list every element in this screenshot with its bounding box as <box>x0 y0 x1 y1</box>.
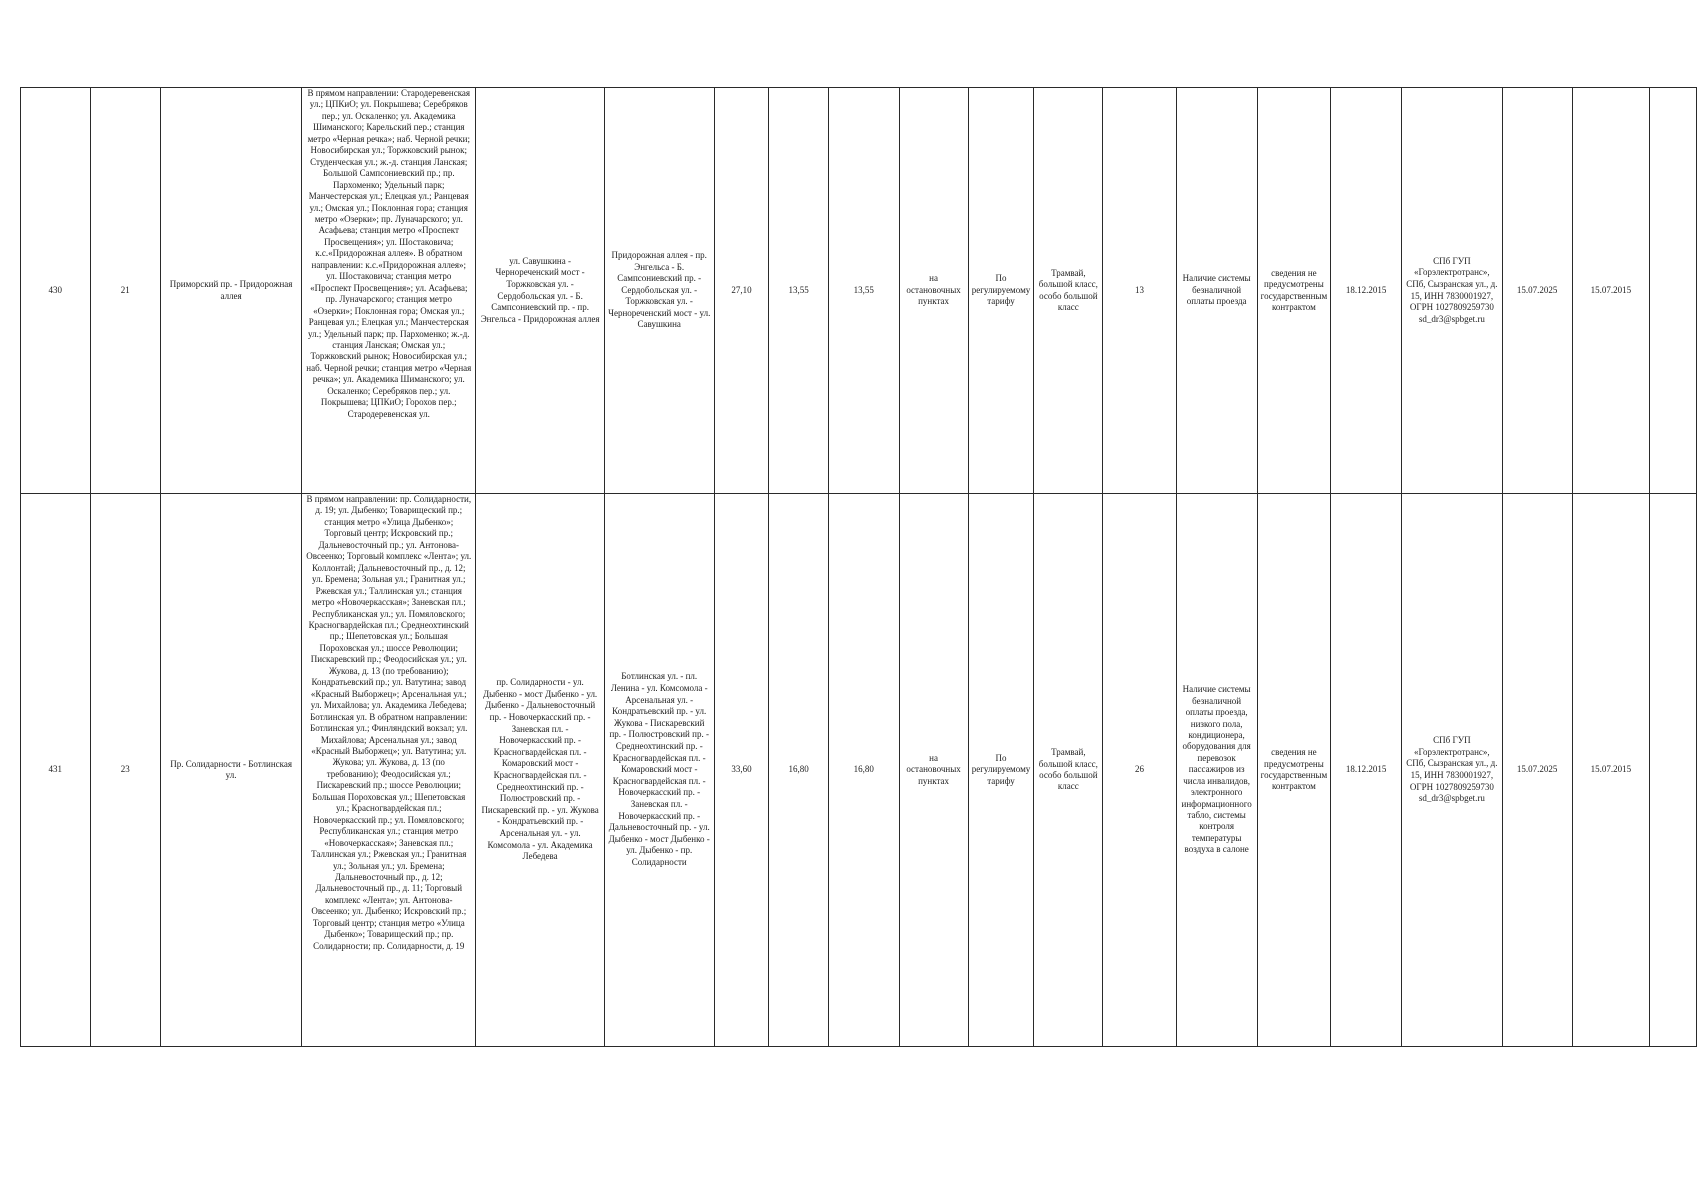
vehicle-count-cell: 26 <box>1103 494 1176 1047</box>
extra-cell <box>1650 494 1697 1047</box>
date-a-cell: 15.07.2025 <box>1502 88 1572 494</box>
length-backward-cell: 16,80 <box>829 494 900 1047</box>
tariff-cell: По регулируемому тарифу <box>968 494 1034 1047</box>
stops-cell: В прямом направлении: пр. Солидарности, д. 19; ул. Дыбенко; Товарищеский пр.; станция метро «Улица Дыбенко»; Торговый центр; Искровский пр.; Дальневосточный пр.; ул. Антонова-Овсеенко; Торговый комплекс «Лента»; ул. Коллонтай; Дальневосточный пр., д. 12; ул. Бремена; Зольная ул.; Гранитная ул.; Ржевская ул.; Таллинская ул.; станция метро «Новочеркасская»; Заневская пл.; Республиканская ул.; ул. Помяловского; Красногвардейская пл.; Среднеохтинский пр.; Шепетовская ул.; Большая Пороховская ул.; шоссе Революции; Пискаревский пр.; Феодосийская ул.; ул. Жукова, д. 13 (по требованию); Кондратьевский пр.; ул. Ватутина; завод «Красный Выборжец»; Арсенальная ул.; ул. Михайлова; ул. Академика Лебедева; Ботлинская ул. В обратном направлении: Ботлинская ул.; Финляндский вокзал; ул. Михайлова; Арсенальная ул.; завод «Красный Выборжец»; ул. Ватутина; ул. Жукова; ул. Жукова, д. 13 (по требованию); Феодосийская ул.; Пискаревский пр.; шоссе Революции; Большая Пороховская ул.; Шепетовская ул.; Красногвардейская пл.; Новочеркасский пр.; ул. Помяловского; Республиканская ул.; станция метро «Новочеркасская»; Заневская пл.; Таллинская ул.; Ржевская ул.; Гранитная ул.; Зольная ул.; ул. Бремена; Дальневосточный пр., д. 12; Дальневосточный пр., д. 11; Торговый комплекс «Лента»; ул. Антонова-Овсеенко; ул. Дыбенко; Искровский пр.; Торговый центр; станция метро «Улица Дыбенко»; Товарищеский пр.; пр. Солидарности; пр. Солидарности, д. 19 <box>302 494 476 1047</box>
table-row <box>21 494 1697 1047</box>
stop-order-cell: на остановочных пунктах <box>899 88 968 494</box>
route-name-cell: Пр. Солидарности - Ботлинская ул. <box>160 494 301 1047</box>
table-row <box>21 88 1697 494</box>
stops-cell: В прямом направлении: Стародеревенская ул.; ЦПКиО; ул. Покрышева; Серебряков пер.; ул. Оскаленко; ул. Академика Шиманского; Карельский пер.; станция метро «Черная речка»; наб. Черной речки; Новосибирская ул.; Торжковский рынок; Студенческая ул.; ж.-д. станция Ланская; Большой Сампсониевский пр.; пр. Пархоменко; Удельный парк; Манчестерская ул.; Елецкая ул.; Ранцевая ул.; Омская ул.; Поклонная гора; станция метро «Озерки»; пр. Луначарского; ул. Асафьева; станция метро «Проспект Просвещения»; ул. Шостаковича; к.с.«Придорожная аллея». В обратном направлении: к.с.«Придорожная аллея»; ул. Шостаковича; станция метро «Проспект Просвещения»; ул. Асафьева; пр. Луначарского; станция метро «Озерки»; Поклонная гора; Омская ул.; Ранцевая ул.; Елецкая ул.; Манчестерская ул.; Удельный парк; пр. Пархоменко; ж.-д. станция Ланская; Омская ул.; Торжковский рынок; Новосибирская ул.; наб. Черной речки; станция метро «Черная речка»; ул. Академика Шиманского; ул. Оскаленко; Серебряков пер.; ул. Покрышева; ЦПКиО; Горохов пер.; Стародеревенская ул. <box>302 88 476 494</box>
route-number-cell: 23 <box>90 494 160 1047</box>
forward-streets-cell: пр. Солидарности - ул. Дыбенко - мост Дыбенко - ул. Дыбенко - Дальневосточный пр. - Новочеркасский пр. - Заневская пл. - Новочеркасский пр. - Красногвардейская пл. - Комаровский мост - Красногвардейская пл. - Среднеохтинский пр. - Полюстровский пр. - Пискаревский пр. - ул. Жукова - Кондратьевский пр. - Арсенальная ул. - ул. Комсомола - ул. Академика Лебедева <box>476 494 605 1047</box>
extra-cell <box>1650 88 1697 494</box>
route-number-cell: 21 <box>90 88 160 494</box>
stop-order-cell: на остановочных пунктах <box>899 494 968 1047</box>
date-a-cell: 15.07.2025 <box>1502 494 1572 1047</box>
length-forward-cell: 13,55 <box>769 88 829 494</box>
vehicle-cell: Трамвай, большой класс, особо большой класс <box>1034 494 1103 1047</box>
date-b-cell: 15.07.2015 <box>1572 88 1650 494</box>
characteristics-cell: Наличие системы безналичной оплаты проезда, низкого пола, кондиционера, оборудования для перевозок пассажиров из числа инвалидов, электронного информационного табло, системы контроля температуры воздуха в салоне <box>1176 494 1257 1047</box>
reg-number-cell: 430 <box>21 88 91 494</box>
route-name-cell: Приморский пр. - Придорожная аллея <box>160 88 301 494</box>
backward-streets-cell: Ботлинская ул. - пл. Ленина - ул. Комсомола - Арсенальная ул. - Кондратьевский пр. - ул. Жукова - Пискаревский пр. - Полюстровский пр. - Среднеохтинский пр. - Красногвардейская пл. - Комаровский мост - Красногвардейская пл. - Новочеркасский пр. - Заневская пл. - Новочеркасский пр. - Дальневосточный пр. - ул. Дыбенко - мост Дыбенко - ул. Дыбенко - пр. Солидарности <box>604 494 714 1047</box>
forward-streets-cell: ул. Савушкина - Чернореченский мост - Торжковская ул. - Сердобольская ул. - Б. Сампсониевский пр. - пр. Энгельса - Придорожная аллея <box>476 88 605 494</box>
reg-number-cell: 431 <box>21 494 91 1047</box>
length-total-cell: 33,60 <box>714 494 769 1047</box>
schedule-cell: сведения не предусмотрены государственным контрактом <box>1257 494 1331 1047</box>
carrier-cell: СПб ГУП «Горэлектротранс», СПб, Сызранская ул., д. 15, ИНН 7830001927, ОГРН 1027809259730 sd_dr3@spbget.ru <box>1401 88 1502 494</box>
routes-table <box>20 87 1697 1047</box>
start-date-cell: 18.12.2015 <box>1331 88 1402 494</box>
length-backward-cell: 13,55 <box>829 88 900 494</box>
start-date-cell: 18.12.2015 <box>1331 494 1402 1047</box>
length-total-cell: 27,10 <box>714 88 769 494</box>
carrier-cell: СПб ГУП «Горэлектротранс», СПб, Сызранская ул., д. 15, ИНН 7830001927, ОГРН 1027809259730 sd_dr3@spbget.ru <box>1401 494 1502 1047</box>
vehicle-count-cell: 13 <box>1103 88 1176 494</box>
backward-streets-cell: Придорожная аллея - пр. Энгельса - Б. Сампсониевский пр. - Сердобольская ул. - Торжковская ул. - Чернореченский мост - ул. Савушкина <box>604 88 714 494</box>
characteristics-cell: Наличие системы безналичной оплаты проезда <box>1176 88 1257 494</box>
tariff-cell: По регулируемому тарифу <box>968 88 1034 494</box>
vehicle-cell: Трамвай, большой класс, особо большой класс <box>1034 88 1103 494</box>
schedule-cell: сведения не предусмотрены государственным контрактом <box>1257 88 1331 494</box>
length-forward-cell: 16,80 <box>769 494 829 1047</box>
date-b-cell: 15.07.2015 <box>1572 494 1650 1047</box>
